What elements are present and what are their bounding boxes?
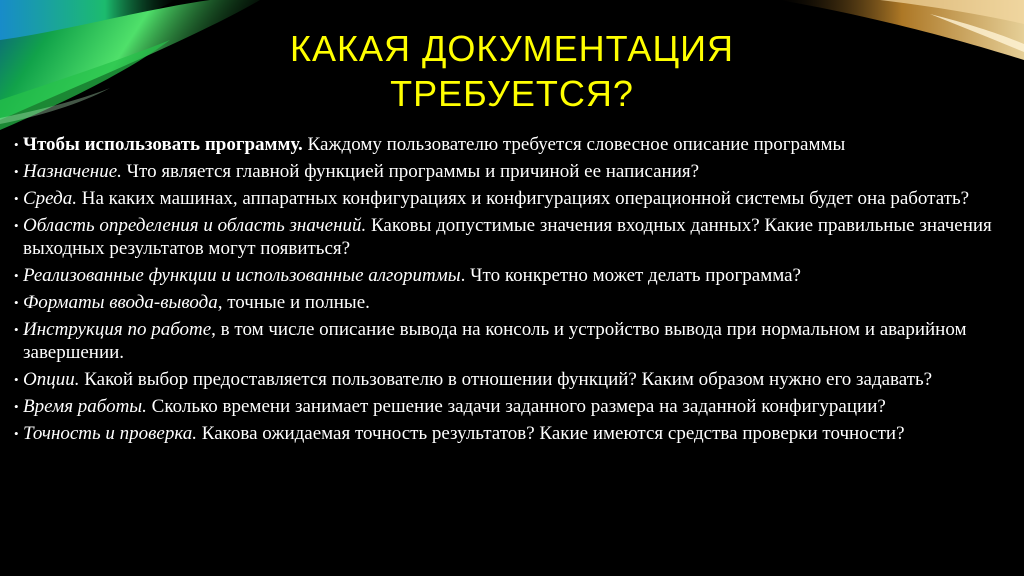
bullet-lead: Область определения и область значений.: [23, 215, 367, 236]
bullet-item: [14, 395, 1009, 418]
bullet-text: , точные и полные.: [217, 292, 370, 313]
bullet-item: [14, 291, 1009, 314]
bullet-lead: Чтобы использовать программу.: [23, 134, 303, 155]
bullet-item: [14, 214, 1009, 260]
slide-title-line-1: КАКАЯ ДОКУМЕНТАЦИЯ: [290, 28, 734, 69]
bullet-lead: Опции.: [23, 369, 80, 390]
bullet-list: [14, 133, 1009, 449]
bullet-lead: Реализованные функции и использованные алгоритмы: [23, 265, 461, 286]
bullet-text: Какова ожидаемая точность результатов? Какие имеются средства проверки точности?: [197, 423, 905, 444]
bullet-item: [14, 422, 1009, 445]
bullet-item: [14, 264, 1009, 287]
slide-title: [150, 26, 874, 116]
bullet-text: , в том числе описание вывода на консоль и устройство вывода при нормальном и аварийном завершении.: [23, 319, 967, 363]
bullet-text: Какой выбор предоставляется пользователю в отношении функций? Каким образом нужно его задавать?: [79, 369, 933, 390]
slide-title-line-2: ТРЕБУЕТСЯ?: [390, 73, 634, 114]
bullet-item: [14, 368, 1009, 391]
bullet-lead: Точность и проверка.: [23, 423, 198, 444]
bullet-text: На каких машинах, аппаратных конфигурациях и конфигурациях операционной системы будет она работать?: [77, 188, 970, 209]
bullet-text: Каждому пользователю требуется словесное описание программы: [302, 134, 846, 155]
bullet-item: [14, 160, 1009, 183]
bullet-lead: Назначение.: [23, 161, 122, 182]
bullet-text: Каковы допустимые значения входных данных? Какие правильные значения выходных результатов могут появиться?: [23, 215, 992, 259]
bullet-item: [14, 187, 1009, 210]
bullet-lead: Время работы.: [23, 396, 147, 417]
bullet-text: Сколько времени занимает решение задачи заданного размера на заданной конфигурации?: [146, 396, 886, 417]
bullet-text: . Что конкретно может делать программа?: [460, 265, 801, 286]
bullet-lead: Форматы ввода-вывода: [23, 292, 218, 313]
bullet-item: [14, 133, 1009, 156]
bullet-lead: Инструкция по работе: [23, 319, 212, 340]
bullet-item: [14, 318, 1009, 364]
bullet-text: Что является главной функцией программы и причиной ее написания?: [121, 161, 700, 182]
bullet-lead: Среда.: [23, 188, 77, 209]
